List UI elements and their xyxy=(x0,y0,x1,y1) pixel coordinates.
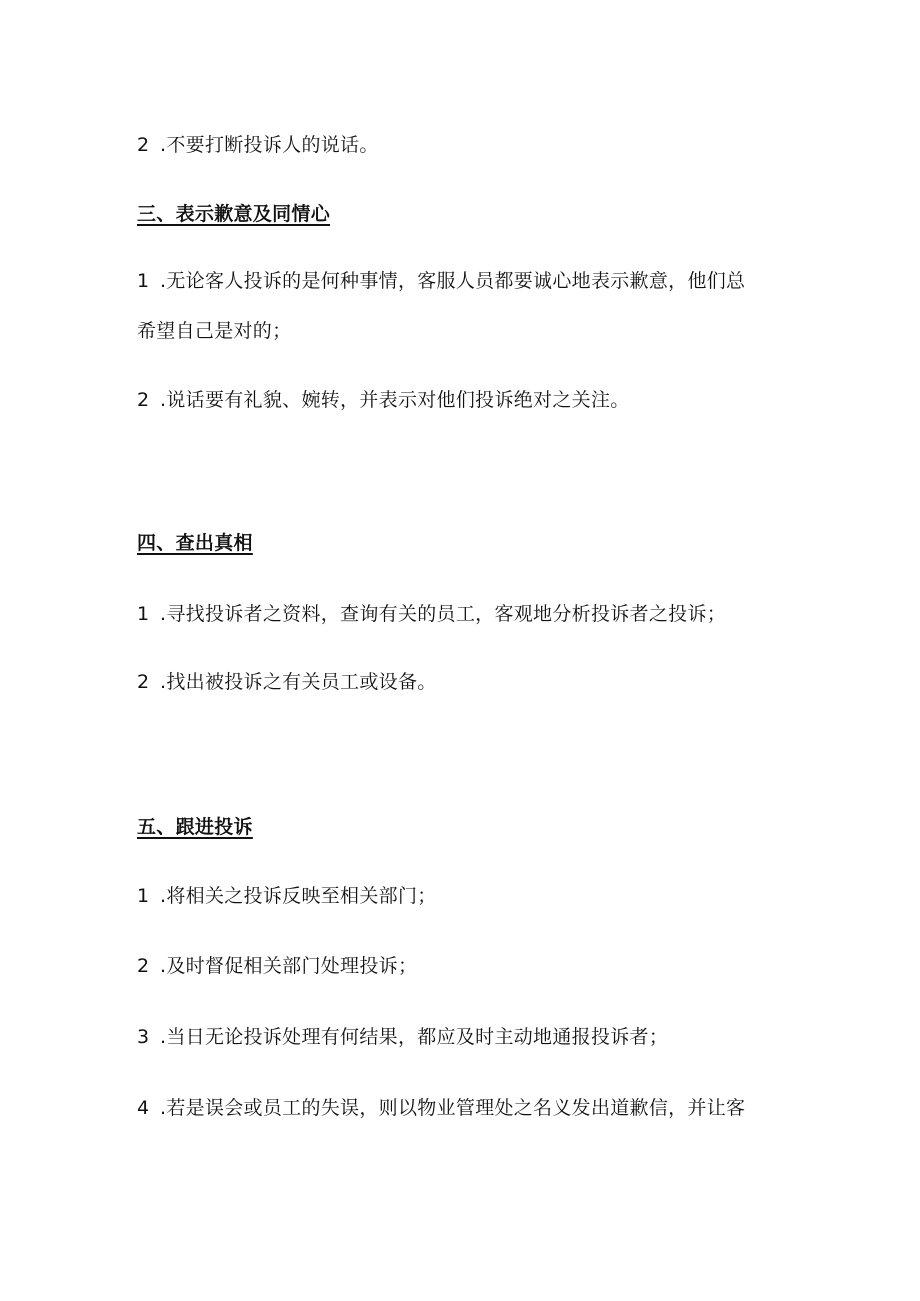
item-number: 2 xyxy=(137,671,150,693)
item-number: 3 xyxy=(137,1026,150,1048)
item-text: .找出被投诉之有关员工或设备。 xyxy=(160,671,437,693)
item-text: .将相关之投诉反映至相关部门； xyxy=(160,885,437,907)
item-number: 2 xyxy=(137,134,150,156)
item-text: .无论客人投诉的是何种事情，客服人员都要诚心地表示歉意，他们总 xyxy=(160,270,746,292)
item-number: 1 xyxy=(137,270,150,292)
section-heading-follow-up: 五、跟进投诉 xyxy=(137,816,253,838)
item-text: .当日无论投诉处理有何结果，都应及时主动地通报投诉者； xyxy=(160,1026,669,1048)
item-number: 2 xyxy=(137,955,150,977)
item-number: 2 xyxy=(137,389,150,411)
list-item xyxy=(137,601,726,627)
item-text: .及时督促相关部门处理投诉； xyxy=(160,955,418,977)
list-item-continuation: 希望自己是对的； xyxy=(137,320,292,342)
item-text: .寻找投诉者之资料，查询有关的员工，客观地分析投诉者之投诉； xyxy=(160,603,727,625)
list-item xyxy=(137,669,437,695)
item-text: .若是误会或员工的失误，则以物业管理处之名义发出道歉信，并让客 xyxy=(160,1097,746,1119)
list-item xyxy=(137,387,630,413)
item-number: 1 xyxy=(137,885,150,907)
list-item xyxy=(137,953,417,979)
item-number: 1 xyxy=(137,603,150,625)
section-heading-find-truth: 四、查出真相 xyxy=(137,532,253,554)
list-item xyxy=(137,132,379,158)
list-item xyxy=(137,1095,745,1121)
list-item xyxy=(137,268,745,294)
section-heading-apology: 三、表示歉意及同情心 xyxy=(137,203,331,225)
list-item xyxy=(137,1024,668,1050)
item-number: 4 xyxy=(137,1097,150,1119)
list-item xyxy=(137,883,437,909)
item-text: .说话要有礼貌、婉转，并表示对他们投诉绝对之关注。 xyxy=(160,389,630,411)
item-text: .不要打断投诉人的说话。 xyxy=(160,134,379,156)
